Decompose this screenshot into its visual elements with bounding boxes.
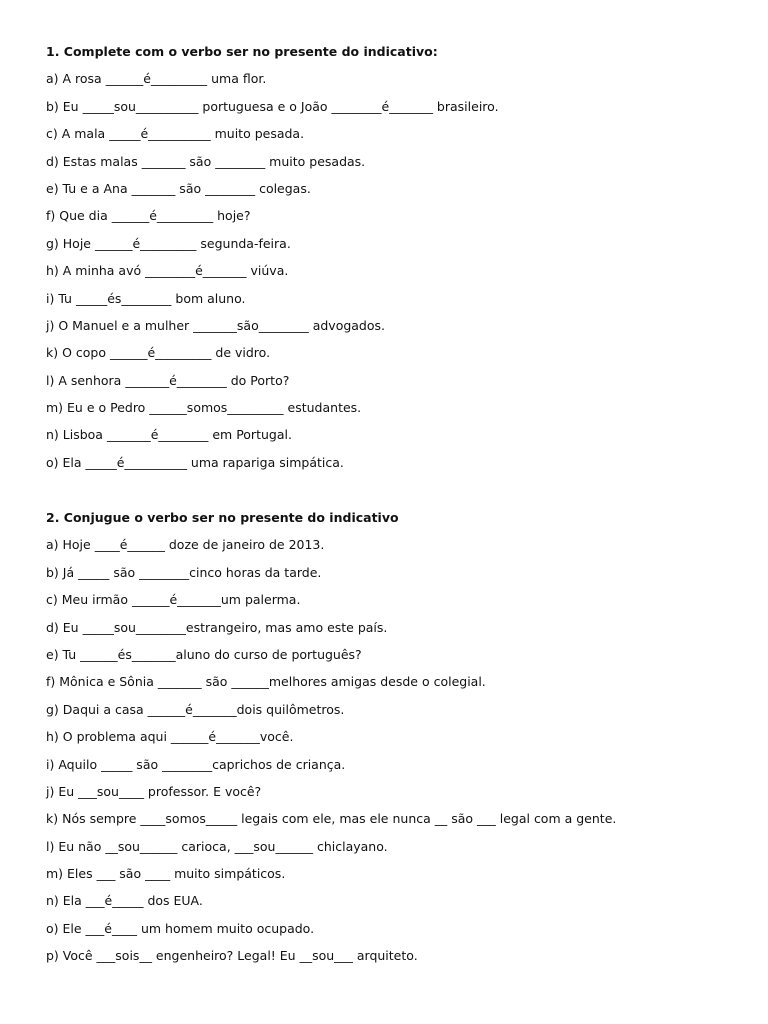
exercise-section-2 [46,508,746,974]
exercise-item: g) Hoje ______é_________ segunda-feira. [46,235,291,251]
exercise-item: b) Eu _____sou__________ portuguesa e o João ________é_______ brasileiro. [46,98,499,114]
exercise-item: d) Eu _____sou________estrangeiro, mas amo este país. [46,619,388,635]
exercise-item: a) Hoje ____é______ doze de janeiro de 2013. [46,537,325,553]
exercise-item: e) Tu ______és_______aluno do curso de português? [46,646,362,662]
exercise-item: c) A mala _____é__________ muito pesada. [46,126,305,142]
exercise-item: f) Mônica e Sônia _______ são ______melhores amigas desde o colegial. [46,674,486,690]
exercise-item: j) O Manuel e a mulher _______são________ advogados. [46,317,386,333]
exercise-section-1 [46,42,746,480]
exercise-item: j) Eu ___sou____ professor. E você? [46,783,262,799]
exercise-item: f) Que dia ______é_________ hoje? [46,208,251,224]
exercise-item: p) Você ___sois__ engenheiro? Legal! Eu __sou___ arquiteto. [46,948,418,964]
exercise-item: e) Tu e a Ana _______ são ________ colegas. [46,180,311,196]
exercise-item: k) Nós sempre ____somos_____ legais com ele, mas ele nunca __ são ___ legal com a gente. [46,811,617,827]
exercise-item: n) Lisboa _______é________ em Portugal. [46,427,292,443]
exercise-item: n) Ela ___é_____ dos EUA. [46,893,203,909]
exercise-item: o) Ela _____é__________ uma rapariga simpática. [46,454,344,470]
exercise-item: b) Já _____ são ________cinco horas da tarde. [46,564,322,580]
section-2-heading: 2. Conjugue o verbo ser no presente do indicativo [46,510,399,525]
exercise-item: o) Ele ___é____ um homem muito ocupado. [46,920,315,936]
exercise-item: l) Eu não __sou______ carioca, ___sou______ chiclayano. [46,838,388,854]
exercise-item: i) Aquilo _____ são ________caprichos de criança. [46,756,346,772]
exercise-item: g) Daqui a casa ______é_______dois quilômetros. [46,701,345,717]
exercise-item: i) Tu _____és________ bom aluno. [46,290,246,306]
exercise-item: h) O problema aqui ______é_______você. [46,729,294,745]
exercise-item: m) Eles ___ são ____ muito simpáticos. [46,866,286,882]
exercise-item: a) A rosa ______é_________ uma flor. [46,71,267,87]
exercise-item: l) A senhora _______é________ do Porto? [46,372,290,388]
section-1-heading: 1. Complete com o verbo ser no presente do indicativo: [46,44,438,59]
exercise-item: h) A minha avó ________é_______ viúva. [46,263,289,279]
exercise-item: c) Meu irmão ______é_______um palerma. [46,592,301,608]
exercise-item: k) O copo ______é_________ de vidro. [46,345,271,361]
exercise-item: d) Estas malas _______ são ________ muito pesadas. [46,153,366,169]
exercise-item: m) Eu e o Pedro ______somos_________ estudantes. [46,400,362,416]
